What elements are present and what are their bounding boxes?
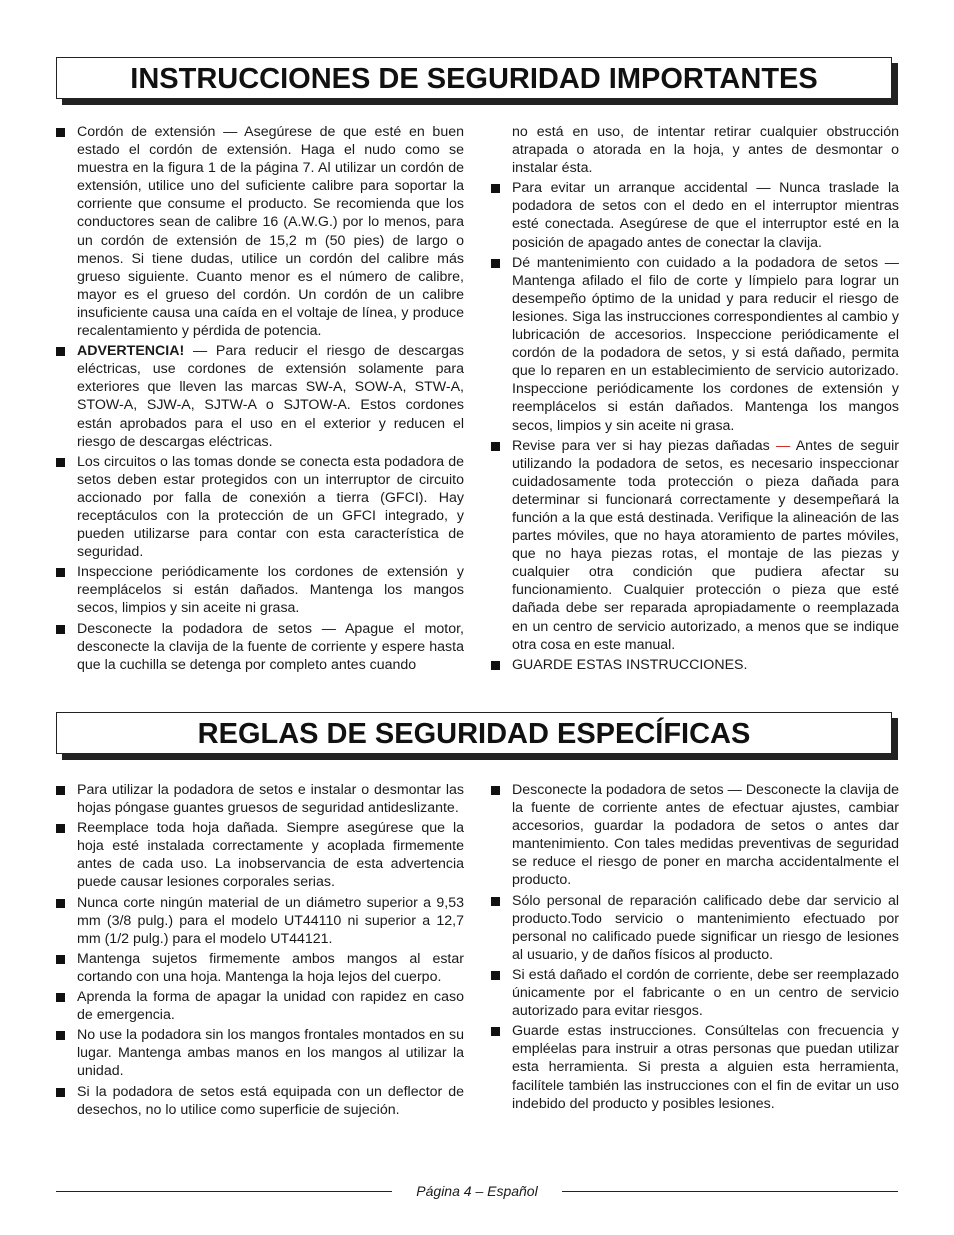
list-item: Sólo personal de reparación calificado debe dar servicio al producto.Todo servicio o mantenimiento efectuado por personal no calificado puede significar un riesgo de lesiones al usuario, y de daños físicos al producto. <box>491 892 899 964</box>
section-banner-important-safety <box>56 57 892 99</box>
page-number-label: Página 4 – Español <box>416 1183 538 1199</box>
section-title: REGLAS DE SEGURIDAD ESPECÍFICAS <box>197 718 751 750</box>
list-item: Si está dañado el cordón de corriente, debe ser reemplazado únicamente por el fabricante o en un centro de servicio autorizado para evitar riesgos. <box>491 966 899 1020</box>
list-item: Nunca corte ningún material de un diámetro superior a 9,53 mm (3/8 pulg.) para el modelo UT44110 ni superior a 12,7 mm (1/2 pulg.) para el modelo UT44121. <box>56 894 464 948</box>
warning-label: ADVERTENCIA! <box>77 343 185 360</box>
section-banner-specific-rules <box>56 712 892 754</box>
list-item: Inspeccione periódicamente los cordones de extensión y reemplácelos si están dañados. Mantenga los mangos secos, limpios y sin aceite ni grasa. <box>56 563 464 617</box>
column-left-specific <box>56 781 464 1121</box>
damaged-text: Antes de seguir utilizando la podadora de setos, es necesario inspeccionar cuidadosamente toda protección o pieza dañada para determinar si funcionará correctamente y desempeñará la función a la que está destinada. Verifique la alineación de las partes móviles, que no haya atoramiento de partes móviles, que no haya piezas rotas, el montaje de las piezas y cualquier otra condición que pudiera afectar su funcionamiento. Cualquier protección o pieza que esté dañada debe ser reparada apropiadamente o reemplazada en un centro de servicio autorizado, a menos que se indique otra cosa en este manual. <box>512 437 899 653</box>
damaged-label: Revise para ver si hay piezas dañadas <box>512 437 777 454</box>
column-right-specific <box>491 781 899 1115</box>
list-item-damaged-parts <box>491 437 899 654</box>
list-item: Para utilizar la podadora de setos e instalar o desmontar las hojas póngase guantes gruesos de seguridad antideslizante. <box>56 781 464 817</box>
list-item: Para evitar un arranque accidental — Nunca traslade la podadora de setos con el dedo en el interruptor mientras esté conectada. Asegúrese de que el interruptor esté en la posición de apagado antes de conectar la clavija. <box>491 179 899 251</box>
section-title: INSTRUCCIONES DE SEGURIDAD IMPORTANTES <box>130 63 818 95</box>
list-item: Desconecte la podadora de setos — Desconecte la clavija de la fuente de corriente antes de efectuar ajustes, cambiar accesorios, guardar la podadora de setos o antes dar mantenimiento. Con tales medidas preventivas de seguridad se reduce el riesgo de poner en marcha accidentalmente el producto. <box>491 781 899 890</box>
list-item: Guarde estas instrucciones. Consúltelas con frecuencia y empléelas para instruir a otras personas que puedan utilizar esta herramienta. Si presta a alguien esta herramienta, facilítele también las instrucciones con el fin de evitar un uso indebido del producto y posibles lesiones. <box>491 1022 899 1112</box>
list-item: Aprenda la forma de apagar la unidad con rapidez en caso de emergencia. <box>56 988 464 1024</box>
list-item: Reemplace toda hoja dañada. Siempre asegúrese que la hoja esté instalada correctamente y acoplada firmemente antes de cada uso. La inobservancia de esta advertencia puede causar lesiones corporales serias. <box>56 819 464 891</box>
list-item-continuation: no está en uso, de intentar retirar cualquier obstrucción atrapada o atorada en la hoja, y antes de desmontar o instalar ésta. <box>512 124 899 177</box>
list-item: Si la podadora de setos está equipada con un deflector de desechos, no lo utilice como superficie de sujeción. <box>56 1083 464 1119</box>
warning-text: — Para reducir el riesgo de descargas eléctricas, use cordones de extensión solamente para exteriores que lleven las marcas SW-A, SOW-A, STW-A, STOW-A, SJW-A, SJTW-A o SJTOW-A. Estos cordones están aprobados para el uso en el exterior y reducen el riesgo de descargas eléctricas. <box>77 343 464 450</box>
column-right-important <box>491 123 899 676</box>
list-item: Desconecte la podadora de setos — Apague el motor, desconecte la clavija de la fuente de corriente y espere hasta que la cuchilla se detenga por completo antes cuando <box>56 620 464 674</box>
list-item: Mantenga sujetos firmemente ambos mangos al estar cortando con una hoja. Mantenga la hoja lejos del cuerpo. <box>56 950 464 986</box>
list-item: No use la podadora sin los mangos frontales montados en su lugar. Mantenga ambas manos en los mangos al utilizar la unidad. <box>56 1026 464 1080</box>
damaged-dash: — <box>776 437 791 454</box>
page-footer <box>56 1182 898 1202</box>
list-item-warning <box>56 342 464 451</box>
list-item: Cordón de extensión — Asegúrese de que esté en buen estado el cordón de extensión. Haga el nudo como se muestra en la figura 1 de la página 7. Al utilizar un cordón de extensión, utilice uno del suficiente calibre para soportar la corriente que consume el producto. Se recomienda que los conductores sean de calibre 16 (A.W.G.) por lo menos, para un cordón de extensión de 15,2 m (50 pies) de largo o menos. Si tiene dudas, utilice un cordón del calibre más grueso siguiente. Cuanto menor es el número de calibre, mayor es el grueso del cordón. Un cordón de un calibre insuficiente causa una caída en el voltaje de línea, y produce recalentamiento y pérdida de potencia. <box>56 123 464 340</box>
column-left-important <box>56 123 464 676</box>
list-item: Los circuitos o las tomas donde se conecta esta podadora de setos deben estar protegidos con un interruptor de circuito accionado por falla de conexión a tierra (GFCI). Hay receptáculos con la protección de un GFCI integrado, y pueden utilizarse para contar con esta característica de seguridad. <box>56 453 464 562</box>
list-item: Dé mantenimiento con cuidado a la podadora de setos — Mantenga afilado el filo de corte y límpielo para lograr un desempeño óptimo de la unidad y para reducir el riesgo de lesiones. Siga las instrucciones correspondientes al cambio y lubricación de accesorios. Inspeccione periódicamente el cordón de la podadora de setos, y si está dañado, permita que lo reparen en un establecimiento de servicio autorizado. Inspeccione periódicamente los cordones de extensión y reemplácelos si están dañados. Mantenga los mangos secos, limpios y sin aceite ni grasa. <box>491 254 899 435</box>
list-item-save-instructions: GUARDE ESTAS INSTRUCCIONES. <box>491 656 899 674</box>
footer-rule-right <box>562 1191 898 1192</box>
footer-rule-left <box>56 1191 392 1192</box>
